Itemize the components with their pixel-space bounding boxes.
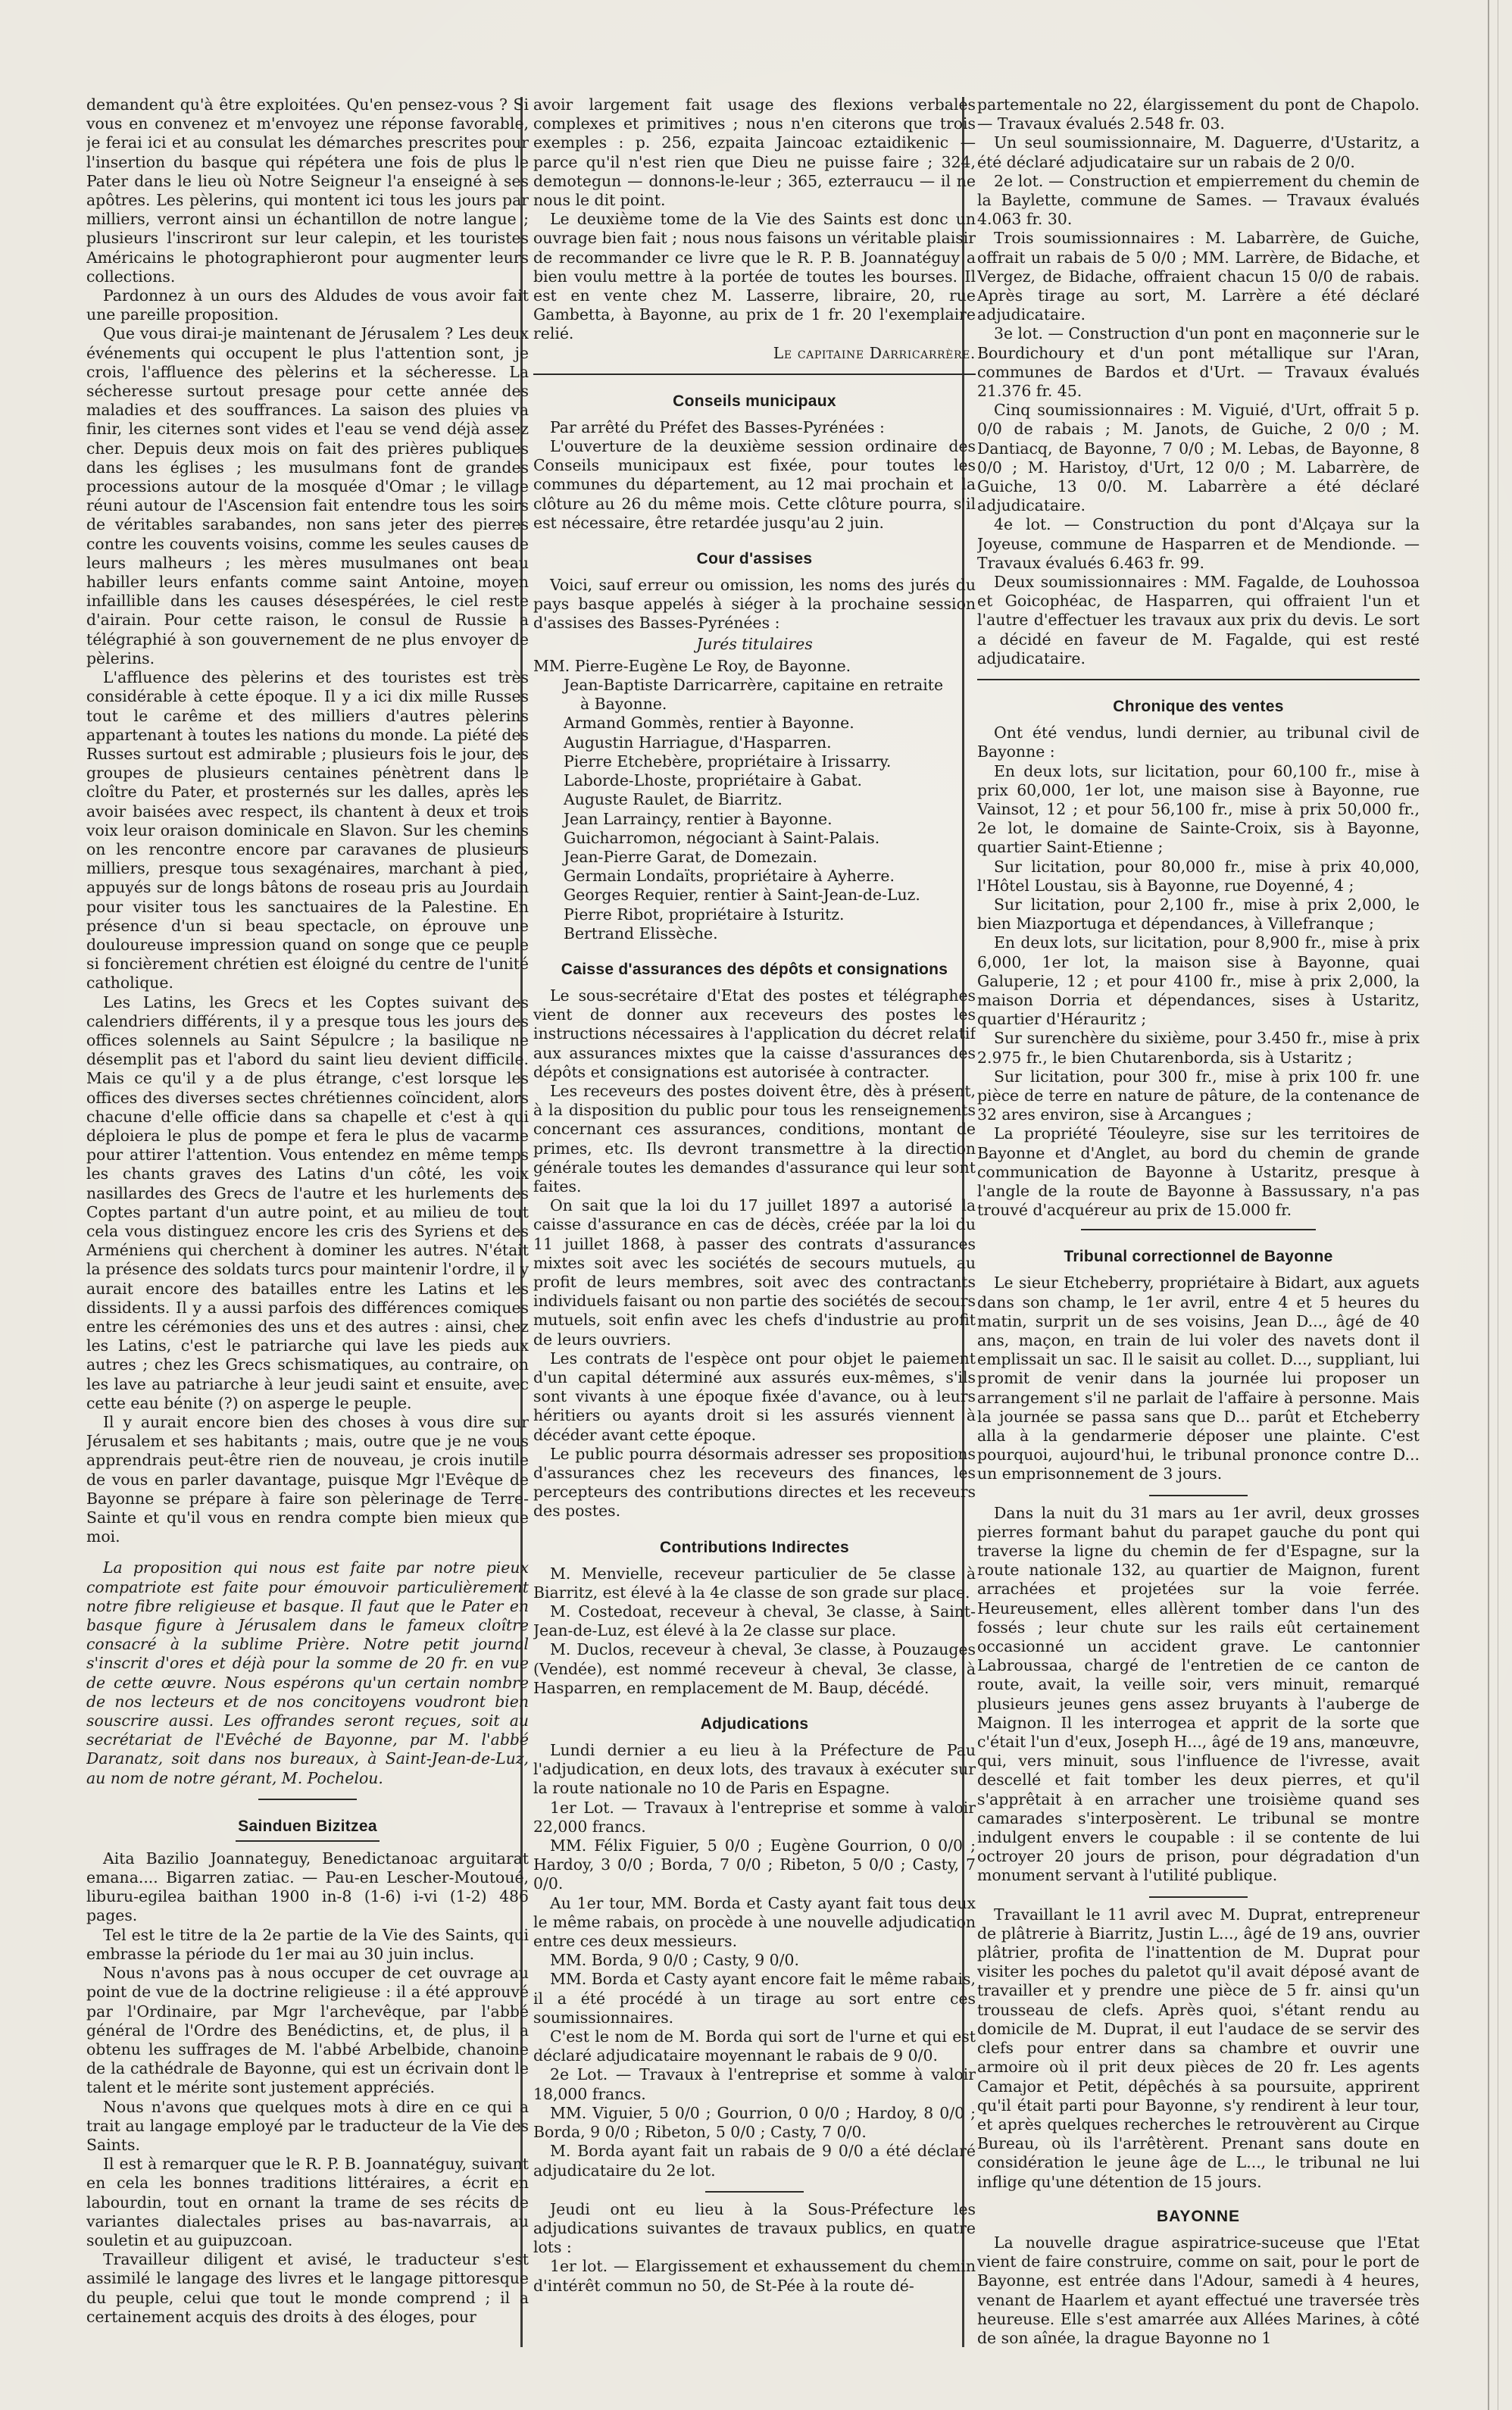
divider xyxy=(1081,1229,1316,1230)
paragraph: Le public pourra désormais adresser ses propositions d'assurances chez les receveurs des finances, les percepteurs des contributions directes et les receveurs des postes. xyxy=(533,1444,976,1521)
section-heading-caisse-d-assurances: Caisse d'assurances des dépôts et consignations xyxy=(561,960,948,978)
paragraph: Tel est le titre de la 2e partie de la Vie des Saints, qui embrasse la période du 1er mai au 30 juin inclus. xyxy=(86,1925,529,1963)
paragraph: Les Latins, les Grecs et les Coptes suivant des calendriers différents, il y a presque tous les jours des offices solennels au Saint Sépulcre ; la basilique ne désemplit pas et l'abord du saint lieu devient difficile. Mais ce qu'il y a de plus étrange, c'est lorsque les offices des diverses sectes chrétiennes coïncident, alors chacune d'elle officie dans sa chapelle et c'est à qui déploiera le plus de pompe et fera le plus de vacarme pour attirer l'attention. Vous entendez en même temps les chants graves des Latins d'un côté, les voix nasillardes des Grecs de l'autre et les hurlements des Coptes partant d'un autre point, et au milieu de tout cela vous distinguez encore les cris des Syriens et des Arméniens qui cherchent à dominer les autres. N'était la présence des soldats turcs pour maintenir l'ordre, il y aurait encore des batailles entre les Latins et les dissidents. Il y a aussi parfois des différences comiques entre les cérémonies des uns et des autres : ainsi, chez les Latins, c'est le patriarche qui lave les pieds aux autres ; chez les Grecs schismatiques, au contraire, on les lave au patriarche à leur jeudi saint et ensuite, avec cette eau bénite (?) on asperge le peuple. xyxy=(86,992,529,1412)
divider xyxy=(258,1799,357,1800)
list-item: Augustin Harriague, d'Hasparren. xyxy=(564,733,832,752)
paragraph: 4e lot. — Construction du pont d'Alçaya sur la Joyeuse, commune de Hasparren et de Mendionde. — Travaux évalués 6.463 fr. 99. xyxy=(977,515,1420,572)
jury-list xyxy=(533,657,976,943)
paragraph: Dans la nuit du 31 mars au 1er avril, deux grosses pierres formant bahut du parapet gauche du pont qui traverse la ligne du chemin de fer d'Espagne, sur la route nationale 132, au quartier de Maignon, furent arrachées et projetées sur la voie ferrée. Heureusement, elles allèrent tomber dans l'un des fossés ; leur chute sur les rails eût certainement occasionné un accident grave. Le cantonnier Labroussaa, chargé de l'entretien de ce canton de route, avait, la veille soir, vers minuit, remarqué plusieurs jeunes gens assez bruyants à l'auberge de Maignon. Il les interrogea et apprit de la sorte que c'était l'un d'eux, Joseph H..., âgé de 19 ans, manœuvre, qui, vers minuit, sous l'influence de l'ivresse, avait descellé et fait tomber les deux pierres, et qu'il s'apprêtait à en arracher une troisième quand ses camarades s'interposèrent. Le tribunal se montre indulgent envers le coupable : il se contente de lui octroyer 20 jours de prison, pour dégradation d'un monument servant à l'utilité publique. xyxy=(977,1503,1420,1885)
paragraph: 2e Lot. — Travaux à l'entreprise et somme à valoir 18,000 francs. xyxy=(533,2065,976,2103)
list-item: Jean-Pierre Garat, de Domezain. xyxy=(564,847,817,866)
list-item: à Bayonne. xyxy=(580,695,667,714)
section-heading-adjudications: Adjudications xyxy=(700,1715,809,1733)
paragraph: Que vous dirai-je maintenant de Jérusalem ? Les deux événements qui occupent le plus l'attention sont, je crois, l'affluence des pèlerins et la sécheresse. La sécheresse surtout presage pour cette année des maladies et des souffrances. La saison des pluies va finir, les citernes sont vides et l'eau se vend déjà assez cher. Depuis deux mois on fait des prières publiques dans les églises ; les musulmans font de grandes processions autour de la mosquée d'Omar ; le village réuni autour de l'Ascension fait entendre tous les soirs de véritables sarabandes, non sans jeter des pierres contre les couvents voisins, comme les seules causes de leurs malheurs ; les mères musulmanes ont beau habiller leurs enfants comme saint Antoine, moyen infaillible dans les causes désespérées, le ciel reste d'airain. Pour cette raison, le consul de Russie a télégraphié à son gouvernement de ne plus envoyer de pèlerins. xyxy=(86,324,529,667)
paragraph: Aita Bazilio Joannateguy, Benedictanoac arguitarat emana.... Bigarren zatiac. — Pau-en Lescher-Moutoué, liburu-egilea baithan 1900 in-8 (1-6) i-vi (1-2) 486 pages. xyxy=(86,1849,529,1925)
paragraph: Par arrêté du Préfet des Basses-Pyrénées : xyxy=(550,417,885,436)
list-item: Jean Larrainçy, rentier à Bayonne. xyxy=(564,809,833,828)
paragraph: Sur surenchère du sixième, pour 3.450 fr., mise à prix 2.975 fr., le bien Chutarenborda, sis à Ustaritz ; xyxy=(977,1029,1420,1067)
divider xyxy=(533,374,976,375)
paragraph: L'affluence des pèlerins et des touristes est très considérable à cette époque. Il y a ici dix mille Russes tout le carême et des milliers d'autres pèlerins appartenant à toutes les nations du monde. La piété des Russes surtout est admirable ; plusieurs fois le jour, des groupes de plusieurs centaines pénètrent dans le cloître du Pater, et prosternés sur les dalles, après les avoir baisées avec respect, ils chantent à deux et trois voix leur oraison dominicale en Slavon. Sur les chemins on les rencontre encore par caravanes de plusieurs milliers, presque tous sexagénaires, marchant à pied, appuyés sur de longs bâtons de roseau pris au Jourdain pour visiter tous les sanctuaires de la Palestine. En présence d'un si beau spectacle, on éprouve une douloureuse impression quand on songe que ce peuple si foncièrement chrétien est éloigné du centre de l'unité catholique. xyxy=(86,668,529,992)
paragraph: M. Borda ayant fait un rabais de 9 0/0 a été déclaré adjudicataire du 2e lot. xyxy=(533,2142,976,2180)
paragraph: Pardonnez à un ours des Aldudes de vous avoir fait une pareille proposition. xyxy=(86,286,529,324)
section-heading-conseils-municipaux: Conseils municipaux xyxy=(673,392,836,410)
list-item: Auguste Raulet, de Biarritz. xyxy=(564,790,783,809)
section-heading-bayonne: BAYONNE xyxy=(1156,2207,1241,2225)
paragraph: Sur licitation, pour 300 fr., mise à prix 100 fr. une pièce de terre en nature de pâture, de la contenance de 32 ares environ, sise à Arcangues ; xyxy=(977,1067,1420,1124)
list-item: MM. Pierre-Eugène Le Roy, de Bayonne. xyxy=(533,656,851,675)
list-item: Armand Gommès, rentier à Bayonne. xyxy=(564,714,854,733)
paragraph: Il y aurait encore bien des choses à vous dire sur Jérusalem et ses habitants ; mais, outre que je ne vous apprendrais peut-être rien de nouveau, je crois inutile de vous en parler davantage, puisque Mgr l'Evêque de Bayonne se prépare à faire son pèlerinage de Terre-Sainte et qu'il vous en rendra compte bien mieux que moi. xyxy=(86,1413,529,1546)
paragraph: demandent qu'à être exploitées. Qu'en pensez-vous ? Si vous en convenez et m'envoyez une réponse favorable, je ferai ici et au consulat les démarches prescrites pour l'insertion du basque qui répétera une fois de plus le Pater dans le lieu où Notre Seigneur l'a enseigné à ses apôtres. Les pèlerins, qui montent ici tous les jours par milliers, verront ainsi un échantillon de notre langue ; plusieurs l'inscriront sur leur calepin, et les touristes Américains le photographieront pour augmenter leurs collections. xyxy=(86,95,529,286)
list-item: Jean-Baptiste Darricarrère, capitaine en retraite xyxy=(564,676,944,695)
paragraph: M. Duclos, receveur à cheval, 3e classe, à Pouzauges (Vendée), est nommé receveur à cheval, 3e classe, à Hasparren, en remplacement de M. Baup, décédé. xyxy=(533,1640,976,1697)
paragraph: On sait que la loi du 17 juillet 1897 a autorisé la caisse d'assurance en cas de décès, créée par la loi du 11 juillet 1868, à passer des contrats d'assurances mixtes soit avec les sociétés de secours mutuels, au profit de leurs membres, soit avec des contractants individuels faisant ou non partie des sociétés de secours mutuels, soit enfin avec les chefs d'industrie au profit de leurs ouvriers. xyxy=(533,1196,976,1349)
list-item: Bertrand Elissèche. xyxy=(564,924,718,942)
paragraph: Le sieur Etcheberry, propriétaire à Bidart, aux aguets dans son champ, le 1er avril, entre 4 et 5 heures du matin, surprit un de ses voisins, Jean D..., âgé de 40 ans, maçon, en train de lui voler des navets dont il emplissait un sac. Il le saisit au collet. D..., suppliant, lui promit de venir dans la journée lui proposer un arrangement s'il ne parlait de l'affaire à personne. Mais la journée se passa sans que D... parût et Etcheberry alla à la gendarmerie déposer une plainte. C'est pourquoi, aujourd'hui, le tribunal prononce contre D... un emprisonnement de 3 jours. xyxy=(977,1274,1420,1483)
paragraph: Travailleur diligent et avisé, le traducteur s'est assimilé le langage des livres et le langage pittoresque du peuple, celui que tout le monde comprend ; il a certainement acquis des droits à des éloges, pour xyxy=(86,2250,529,2326)
paragraph: 3e lot. — Construction d'un pont en maçonnerie sur le Bourdichoury et d'un pont métallique sur l'Aran, communes de Bardos et d'Urt. — Travaux évalués 21.376 fr. 45. xyxy=(977,324,1420,401)
paragraph: 2e lot. — Construction et empierrement du chemin de la Baylette, commune de Sames. — Travaux évalués 4.063 fr. 30. xyxy=(977,171,1420,229)
column-2 xyxy=(533,95,976,2368)
paragraph: Nous n'avons pas à nous occuper de cet ouvrage au point de vue de la doctrine religieuse : il a été approuvé par l'Ordinaire, par Mgr l'archevêque, par l'abbé général de l'Ordre des Benédictins, et, de plus, il a obtenu les suffrages de M. l'abbé Arbelbide, chanoine de la cathédrale de Bayonne, qui est un écrivain dont le talent et le mérite sont justement appréciés. xyxy=(86,1964,529,2097)
divider xyxy=(977,679,1420,680)
paragraph: Un seul soumissionnaire, M. Daguerre, d'Ustaritz, a été déclaré adjudicataire sur un rabais de 2 0/0. xyxy=(977,133,1420,171)
section-heading-sainduen-bizitzea: Sainduen Bizitzea xyxy=(86,1817,529,1842)
list-item: Pierre Etchebère, propriétaire à Irissarry. xyxy=(564,752,892,771)
paragraph: partementale no 22, élargissement du pont de Chapolo. — Travaux évalués 2.548 fr. 03. xyxy=(977,95,1420,133)
divider xyxy=(1149,1495,1248,1496)
section-heading-tribunal-correctionnel: Tribunal correctionnel de Bayonne xyxy=(1064,1248,1333,1266)
paragraph: L'ouverture de la deuxième session ordinaire des Conseils municipaux est fixée, pour toutes les communes du département, au 12 mai prochain et la clôture au 26 du même mois. Cette clôture pourra, s'il est nécessaire, être retardée jusqu'au 2 juin. xyxy=(533,437,976,532)
paragraph: La propriété Téouleyre, sise sur les territoires de Bayonne et d'Anglet, au bord du chemin de grande communication de Bayonne à Ustaritz, presque à l'angle de la route de Bayonne à Bassussary, n'a pas trouvé d'acquéreur au prix de 15.000 fr. xyxy=(977,1124,1420,1220)
paragraph: M. Costedoat, receveur à cheval, 3e classe, à Saint-Jean-de-Luz, est élevé à la 2e classe sur place. xyxy=(533,1602,976,1640)
list-item: Guicharromon, négociant à Saint-Palais. xyxy=(564,828,880,847)
column-1 xyxy=(86,95,529,2368)
paragraph: Trois soumissionnaires : M. Labarrère, de Guiche, offrait un rabais de 5 0/0 ; MM. Larrère, de Bidache, et Vergez, de Bidache, offraient chacun 15 0/0 de rabais. Après tirage au sort, M. Larrère a été déclaré adjudicataire. xyxy=(977,229,1420,324)
paragraph: Ont été vendus, lundi dernier, au tribunal civil de Bayonne : xyxy=(977,724,1420,761)
paragraph: Nous n'avons que quelques mots à dire en ce qui a trait au langage employé par le traducteur de la Vie des Saints. xyxy=(86,2097,529,2154)
list-item: Germain Londaïts, propriétaire à Ayherre. xyxy=(564,867,895,886)
section-heading-chronique-des-ventes: Chronique des ventes xyxy=(1113,698,1284,716)
list-item: Laborde-Lhoste, propriétaire à Gabat. xyxy=(564,771,863,790)
paragraph: avoir largement fait usage des flexions verbales complexes et primitives ; nous n'en citerons que trois exemples : p. 256, ezpaita Jaincoac eztaidikenic — parce qu'il n'est rien que Dieu ne puisse faire ; 324, demotegun — donnons-le-leur ; 365, ezterraucu — il ne nous le dit point. xyxy=(533,95,976,210)
paragraph: MM. Borda, 9 0/0 ; Casty, 9 0/0. xyxy=(550,1951,799,1970)
paragraph: M. Menvielle, receveur particulier de 5e classe à Biarritz, est élevé à la 4e classe de son grade sur place. xyxy=(533,1564,976,1602)
paragraph: Les contrats de l'espèce ont pour objet le paiement d'un capital déterminé aux assurés eux-mêmes, s'ils sont vivants à une époque fixée d'avance, ou à leurs héritiers ou ayants droit si les assurés viennent à décéder avant cette époque. xyxy=(533,1349,976,1444)
signature: Le capitaine Darricarrère. xyxy=(773,343,976,362)
paragraph: La nouvelle drague aspiratrice-suceuse que l'Etat vient de faire construire, comme on sait, pour le port de Bayonne, est entrée dans l'Adour, samedi à 4 heures, venant de Haarlem et ayant effectué une traversée très heureuse. Elle s'est amarrée aux Allées Marines, à côté de son aînée, la drague Bayonne no 1 xyxy=(977,2233,1420,2347)
paragraph: Travaillant le 11 avril avec M. Duprat, entrepreneur de plâtrerie à Biarritz, Justin L..., âgé de 19 ans, ouvrier plâtrier, profita de l'inattention de M. Duprat pour visiter les poches du paletot qu'il avait déposé avant de travailler et y prendre une pièce de 5 fr. ainsi qu'un trousseau de clefs. Après quoi, s'étant rendu au domicile de M. Duprat, il eut l'audace de se servir des clefs pour entrer dans sa chambre et ouvrir une armoire où il prit deux pièces de 20 fr. Les agents Camajor et Petit, dépêchés à sa poursuite, apprirent qu'il était parti pour Bayonne, s'y rendirent à leur tour, et après quelques recherches le retrouvèrent au Cirque Bureau, où ils l'arrêtèrent. Prenant sans doute en considération le jeune âge de L..., le tribunal ne lui inflige qu'une détention de 15 jours. xyxy=(977,1905,1420,2191)
paragraph: MM. Félix Figuier, 5 0/0 ; Eugène Gourrion, 0 0/0 ; Hardoy, 3 0/0 ; Borda, 7 0/0 ; Ribeton, 5 0/0 ; Casty, 7 0/0. xyxy=(533,1836,976,1893)
spacer xyxy=(86,1546,529,1558)
paragraph: En deux lots, sur licitation, pour 8,900 fr., mise à prix 6,000, 1er lot, la maison sise à Bayonne, quai Galuperie, 12 ; et pour 4100 fr., mise à prix 2,000, la maison Dorria et dépendances, sises à Ustaritz, quartier d'Hérauritz ; xyxy=(977,933,1420,1029)
list-item: Georges Requier, rentier à Saint-Jean-de-Luz. xyxy=(564,886,920,905)
paragraph: Il est à remarquer que le R. P. B. Joannatéguy, suivant en cela les bonnes traditions littéraires, a écrit en labourdin, tout en ornant la trame de ses récits de variantes dialectales prises au bas-navarrais, au souletin et au guipuzcoan. xyxy=(86,2155,529,2249)
paragraph: 1er Lot. — Travaux à l'entreprise et somme à valoir 22,000 francs. xyxy=(533,1798,976,1836)
paragraph: Les receveurs des postes doivent être, dès à présent, à la disposition du public pour tous les renseignements concernant ces assurances, conditions, montant de primes, etc. Ils devront transmettre à la direction générale toutes les demandes d'assurance qui leur sont faites. xyxy=(533,1081,976,1196)
page-edge-line xyxy=(1488,0,1489,2410)
paragraph: C'est le nom de M. Borda qui sort de l'urne et qui est déclaré adjudicataire moyennant le rabais de 9 0/0. xyxy=(533,2027,976,2065)
divider xyxy=(705,2191,804,2193)
jury-subheading: Jurés titulaires xyxy=(696,634,813,653)
paragraph: Le sous-secrétaire d'Etat des postes et télégraphes vient de donner aux receveurs des postes les instructions nécessaires à l'application du décret relatif aux assurances mixtes que la caisse d'assurances des dépôts et consignations est autorisée à contracter. xyxy=(533,986,976,1081)
paragraph: Lundi dernier a eu lieu à la Préfecture de Pau l'adjudication, en deux lots, des travaux à exécuter sur la route nationale no 10 de Paris en Espagne. xyxy=(533,1741,976,1798)
heading-underline xyxy=(236,1840,380,1842)
paragraph: Deux soumissionnaires : MM. Fagalde, de Louhossoa et Goicophéac, de Hasparren, qui offraient l'un et l'autre d'effectuer les travaux aux prix du devis. Le sort a décidé en faveur de M. Fagalde, qui est resté adjudicataire. xyxy=(977,573,1420,667)
paragraph: Cinq soumissionnaires : M. Viguié, d'Urt, offrait 5 p. 0/0 de rabais ; M. Janots, de Guiche, 2 0/0 ; M. Dantiacq, de Bayonne, 7 0/0 ; M. Lebas, de Bayonne, 8 0/0 ; M. Haristoy, d'Urt, 12 0/0 ; M. Labarrère, de Guiche, 13 0/0. M. Labarrère a été déclaré adjudicataire. xyxy=(977,401,1420,515)
paragraph: 1er lot. — Elargissement et exhaussement du chemin d'intérêt commun no 50, de St-Pée à la route dé- xyxy=(533,2257,976,2295)
divider xyxy=(1149,1896,1248,1898)
section-heading-cour-d-assises: Cour d'assises xyxy=(696,550,813,568)
paragraph: Voici, sauf erreur ou omission, les noms des jurés du pays basque appelés à siéger à la prochaine session d'assises des Basses-Pyrénées : xyxy=(533,576,976,633)
paragraph: Sur licitation, pour 80,000 fr., mise à prix 40,000, l'Hôtel Loustau, sis à Bayonne, rue Doyenné, 4 ; xyxy=(977,857,1420,895)
paragraph: MM. Borda et Casty ayant encore fait le même rabais, il a été procédé à un tirage au sort entre ces soumissionnaires. xyxy=(533,1970,976,2027)
paragraph: Sur licitation, pour 2,100 fr., mise à prix 2,000, le bien Miazportuga et dépendances, à Villefranque ; xyxy=(977,895,1420,933)
column-3 xyxy=(977,95,1420,2368)
paragraph: En deux lots, sur licitation, pour 60,100 fr., mise à prix 60,000, 1er lot, une maison sise à Bayonne, rue Vainsot, 12 ; et pour 56,100 fr., mise à prix 50,000 fr., 2e lot, le domaine de Sainte-Croix, sis à Bayonne, quartier Saint-Etienne ; xyxy=(977,761,1420,857)
list-item: Pierre Ribot, propriétaire à Isturitz. xyxy=(564,905,845,924)
paragraph: Au 1er tour, MM. Borda et Casty ayant fait tous deux le même rabais, on procède à une nouvelle adjudication entre ces deux messieurs. xyxy=(533,1893,976,1951)
paragraph: MM. Viguier, 5 0/0 ; Gourrion, 0 0/0 ; Hardoy, 8 0/0 ; Borda, 9 0/0 ; Ribeton, 5 0/0 ; Casty, 7 0/0. xyxy=(533,2103,976,2142)
editor-note: La proposition qui nous est faite par notre pieux compatriote est faite pour émouvoir particulièrement notre fibre religieuse et basque. Il faut que le Pater en basque figure à Jérusalem dans le fameux cloître consacré à la sublime Prière. Notre petit journal s'inscrit d'ores et déjà pour la somme de 20 fr. en vue de cette œuvre. Nous espérons qu'un certain nombre de nos lecteurs et de nos concitoyens voudront bien souscrire aussi. Les offrandes seront reçues, soit au secrétariat de l'Evêché de Bayonne, par M. l'abbé Daranatz, soit dans nos bureaux, à Saint-Jean-de-Luz, au nom de notre gérant, M. Pochelou. xyxy=(86,1558,529,1787)
paragraph: Le deuxième tome de la Vie des Saints est donc un ouvrage bien fait ; nous nous faisons un véritable plaisir de recommander ce livre que le R. P. B. Joannatéguy a bien voulu mettre à la portée de toutes les bourses. Il est en vente chez M. Lasserre, libraire, 20, rue Gambetta, à Bayonne, au prix de 1 fr. 20 l'exemplaire relié. xyxy=(533,210,976,343)
paragraph: Jeudi ont eu lieu à la Sous-Préfecture les adjudications suivantes de travaux publics, en quatre lots : xyxy=(533,2199,976,2257)
section-heading-contributions-indirectes: Contributions Indirectes xyxy=(660,1538,849,1556)
